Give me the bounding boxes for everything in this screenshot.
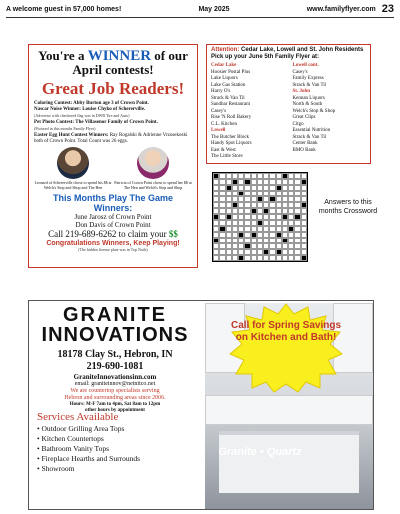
service-item: • Outdoor Grilling Area Tops <box>37 424 125 433</box>
pickup-locations <box>211 63 366 161</box>
ad-email[interactable]: email: graniteinnov@netnitco.net <box>74 381 156 387</box>
kitchen-island <box>219 431 359 493</box>
ad-specialty-1: We are countertop specialists serving <box>70 388 160 394</box>
call-pre: Call <box>48 229 64 239</box>
ad-specialty-2: Hebron and surrounding areas since 2006. <box>64 395 166 401</box>
service-item: • Fireplace Hearths and Surrounds <box>37 454 141 463</box>
attention-text: Cedar Lake, Lowell and St. John Residents Pick up your June 5th Family Flyer at: <box>211 47 364 60</box>
pickup-location: Casey's <box>292 69 308 75</box>
ad-phone[interactable]: 219-690-1081 <box>86 361 144 372</box>
pickup-location: Strack & Van Til <box>211 95 245 101</box>
page-header <box>6 2 394 16</box>
pickup-location: Kennan Liquors <box>292 95 325 101</box>
winner-photo-1 <box>34 147 112 190</box>
header-issue: May 2025 <box>198 5 230 13</box>
pickup-location: Family Express <box>292 76 324 81</box>
pickup-location: The Butcher Block <box>211 134 250 140</box>
pickup-location: Welch's Stop & Shop <box>292 108 336 114</box>
winner-photo-image <box>137 147 169 179</box>
granite-quartz-overlay: Granite • Quartz <box>218 446 302 458</box>
header-rule <box>6 17 394 18</box>
granite-logo <box>35 305 195 346</box>
call-post: to claim your <box>118 229 167 239</box>
crossword-answers-label: Answers to this months Crossword <box>318 199 378 215</box>
services-title: Services Available <box>37 411 119 423</box>
brand-line-1: GRANITE <box>63 304 167 326</box>
congrats: Congratulations Winners, Keep Playing! <box>46 240 180 247</box>
ad-hours-2: other hours by appointment <box>85 408 145 413</box>
egg-winners <box>34 133 192 145</box>
pickup-location: The Little Store <box>211 154 243 159</box>
pickup-location: C.L. Kitchen <box>211 121 237 127</box>
photo2-caption: Patricia of Crown Point chose to spend her $$ at The Hen and Welch's Stop and Shop <box>114 180 192 190</box>
attention-title <box>211 47 366 61</box>
cabinet <box>205 395 373 425</box>
pickup-location: Strack & Van Til <box>292 134 327 140</box>
ad-website[interactable]: GraniteInnovationsinn.com <box>73 373 157 381</box>
pickup-location: Lake Gas Station <box>211 82 246 88</box>
pickup-location: Harry O's <box>211 89 231 94</box>
pickup-location: Casey's <box>211 108 227 114</box>
game-winner-1: June Jarosz of Crown Point <box>74 213 152 221</box>
ad-contact <box>35 349 195 414</box>
winner-photo-image <box>57 147 89 179</box>
burst-shape <box>228 302 344 394</box>
game-title: This Months Play The Game Winners: <box>52 193 174 213</box>
pickup-location: Hoosier Postal Plus <box>211 69 251 75</box>
pickup-location: North & South <box>292 102 323 107</box>
service-item: • Showroom <box>37 464 75 473</box>
brand-line-2: INNOVATIONS <box>41 324 189 346</box>
pickup-location: Strack & Van Til <box>292 82 327 88</box>
services-list <box>37 411 197 474</box>
winner-line1 <box>34 49 192 63</box>
nascar-note: (Advertise with checkered flag was in DWB Tire and Auto) <box>34 113 130 118</box>
winner-box <box>28 44 198 268</box>
pickup-location: Essential Nutrition <box>292 128 331 133</box>
pet-note: (Pictured in this months Family Flyer) <box>34 126 96 131</box>
service-item: • Kitchen Countertops <box>37 434 104 443</box>
crossword-cell <box>301 255 307 261</box>
pickup-location: Center Bank <box>292 141 318 146</box>
pet-label: Pet Photo Contest: <box>34 120 74 125</box>
header-tagline: A welcome guest in 57,000 homes! <box>6 5 122 13</box>
claim-line <box>34 229 192 240</box>
pickup-location: Handy Spot Liquors <box>211 141 252 146</box>
winner-line1-post: of our <box>154 48 188 63</box>
pickup-location: Cedar Lake <box>211 63 237 68</box>
pickup-location: Rise 'N Roll Bakery <box>211 115 252 120</box>
egg-label: Easter Egg Hunt Contest Winners: <box>34 133 109 138</box>
pickup-location: Lowell cont. <box>292 63 319 68</box>
coloring-text: Coloring Contest: Abby Burton age 3 of Crown Point. <box>34 101 149 106</box>
pickup-location: Sandbar Restaurant <box>211 102 251 107</box>
winner-line1-pre: You're a <box>38 48 85 63</box>
pet-name: The Villasenor Family of Crown Point. <box>75 120 158 125</box>
pickup-location: BMO Bank <box>292 147 316 153</box>
pickup-location: Lake Liquors <box>211 76 238 81</box>
header-right <box>307 3 394 15</box>
spring-savings-burst <box>228 302 344 394</box>
photo1-caption: Leonard of Schererville chose to spend his $$ at Welch's Stop and Shop and The Hen <box>34 180 112 190</box>
claim-phone[interactable]: 219-689-6262 <box>65 229 117 239</box>
nascar-label: Nascar Noise Winner: <box>34 107 81 112</box>
attention-box <box>206 44 371 164</box>
nascar-name: Louise Chyko of Schererville. <box>82 107 146 112</box>
pickup-column-1 <box>211 63 285 161</box>
game-winner-2: Don Davis of Crown Point <box>75 221 151 229</box>
pickup-column-2 <box>293 63 367 161</box>
winner-headline: Great Job Readers! <box>41 79 185 98</box>
hidden-plate-note: (The hidden license plate was in Top Nails) <box>78 247 148 252</box>
pickup-location: St. John <box>292 89 311 94</box>
winner-photo-2 <box>114 147 192 190</box>
service-item: • Bathroom Vanity Tops <box>37 444 110 453</box>
services-items <box>37 424 197 474</box>
pickup-location: Citgo <box>292 121 304 127</box>
call-money: $$ <box>168 229 178 239</box>
pickup-location: Lowell <box>211 128 226 133</box>
winner-line2: April contests! <box>72 62 154 77</box>
ad-hours-1: Hours: M-F 7am to 4pm, Sat 8am to 12pm <box>69 402 161 407</box>
egg-names: Ray Rogalski & Adrienne Vrzosekoski both of Crown Point. Total Count was 26 eggs. <box>34 133 188 144</box>
crossword-answers-grid <box>212 172 308 262</box>
pickup-location: East & West <box>211 147 236 153</box>
ad-address: 18178 Clay St., Hebron, IN <box>57 349 173 360</box>
pickup-location: Great Clips <box>292 115 316 120</box>
page-number: 23 <box>381 3 394 15</box>
burst-text: Call for Spring Savings on Kitchen and Bath! <box>230 320 342 343</box>
winner-word: WINNER <box>87 48 152 64</box>
header-website[interactable]: www.familyflyer.com <box>306 5 376 13</box>
winner-photos <box>34 147 192 190</box>
attention-label: Attention: <box>211 47 240 53</box>
